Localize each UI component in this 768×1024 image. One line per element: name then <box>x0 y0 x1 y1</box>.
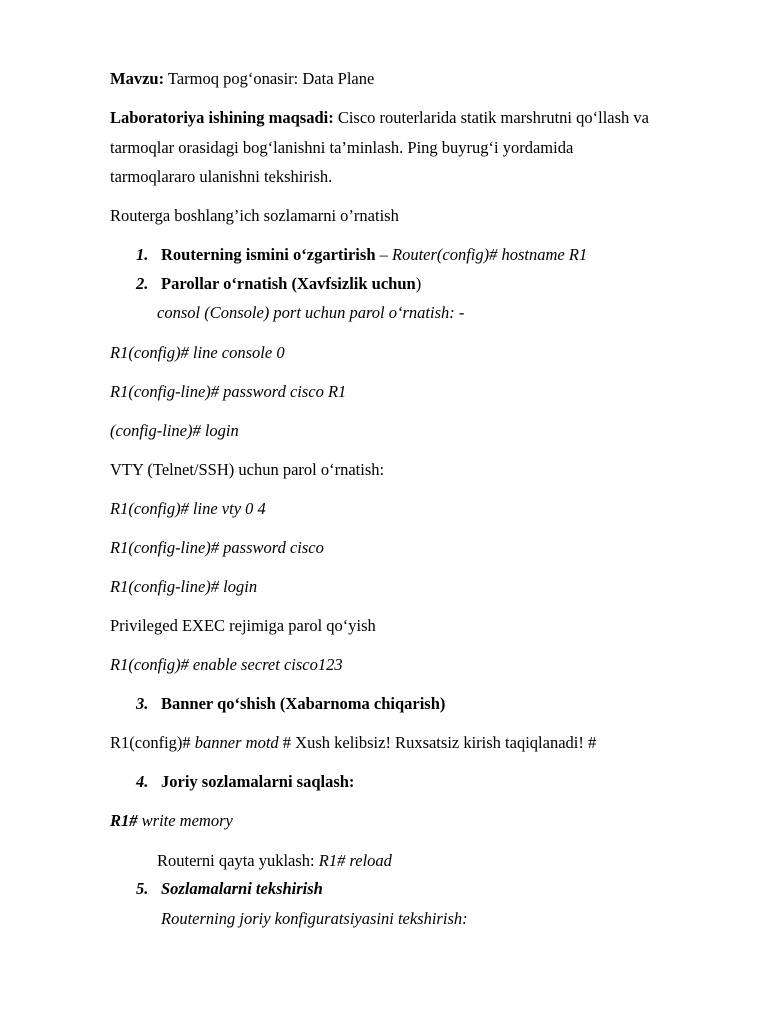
vty-cmd-3 <box>110 577 257 597</box>
step-3-title: Banner qo‘shish (Xabarnoma chiqarish) <box>161 694 446 713</box>
console-cmd-3-text: (config-line)# login <box>110 421 239 440</box>
console-cmd-2 <box>110 382 346 402</box>
step-4-line <box>161 772 354 792</box>
console-cmd-1-text: R1(config)# line console 0 <box>110 343 285 362</box>
reload-command: R1# reload <box>318 851 392 870</box>
goal-label: Laboratoriya ishining maqsadi: <box>110 108 334 127</box>
reload-label: Routerni qayta yuklash: <box>157 851 319 870</box>
step-5-line <box>161 879 323 899</box>
step-2-close: ) <box>415 274 422 293</box>
vty-cmd-3-text: R1(config-line)# login <box>110 577 258 596</box>
step-3-line <box>161 694 445 714</box>
vty-heading: VTY (Telnet/SSH) uchun parol o‘rnatish: <box>110 460 385 479</box>
console-cmd-3 <box>110 421 239 441</box>
topic-line <box>110 69 374 89</box>
vty-cmd-1-text: R1(config)# line vty 0 4 <box>110 499 266 518</box>
step-5-sub <box>161 909 468 929</box>
reload-line <box>157 851 392 871</box>
step-1-line <box>161 245 587 265</box>
banner-line <box>110 733 596 753</box>
vty-cmd-2 <box>110 538 324 558</box>
goal-text-1: Cisco routerlarida statik marshrutni qo‘llash va <box>333 108 649 127</box>
priv-cmd-text: R1(config)# enable secret cisco123 <box>110 655 343 674</box>
save-line <box>110 811 233 831</box>
step-4-title: Joriy sozlamalarni saqlash: <box>161 772 355 791</box>
goal-line-1 <box>110 108 649 128</box>
banner-text: # Xush kelibsiz! Ruxsatsiz kirish taqiqlanadi! # <box>278 733 597 752</box>
banner-command: banner motd <box>190 733 279 752</box>
step-5-sub-text: Routerning joriy konfiguratsiyasini tekshirish: <box>161 909 468 928</box>
save-command: write memory <box>137 811 233 830</box>
step-1-dash: – <box>375 245 392 264</box>
step-4-number: 4. <box>136 772 149 791</box>
save-prompt: R1# <box>110 811 138 830</box>
step-2-sub <box>157 303 464 323</box>
console-cmd-1 <box>110 343 285 363</box>
step-1-command: Router(config)# hostname R1 <box>392 245 588 264</box>
step-5-number: 5. <box>136 879 149 898</box>
step-2-line <box>161 274 421 294</box>
step-2-sub-text: consol (Console) port uchun parol o‘rnatish: - <box>157 303 465 322</box>
console-cmd-2-text: R1(config-line)# password cisco R1 <box>110 382 347 401</box>
banner-prefix: R1(config)# <box>110 733 191 752</box>
goal-line-2: tarmoqlar orasidagi bog‘lanishni ta’minlash. Ping buyrug‘i yordamida <box>110 138 574 157</box>
vty-cmd-2-text: R1(config-line)# password cisco <box>110 538 324 557</box>
step-5-title: Sozlamalarni tekshirish <box>161 879 323 898</box>
goal-line-3: tarmoqlararo ulanishni tekshirish. <box>110 167 333 186</box>
step-2-number: 2. <box>136 274 149 293</box>
step-3-number: 3. <box>136 694 149 713</box>
step-2-title: Parollar o‘rnatish (Xavfsizlik uchun <box>161 274 416 293</box>
topic-label: Mavzu: <box>110 69 165 88</box>
priv-cmd <box>110 655 343 675</box>
step-1-title: Routerning ismini o‘zgartirish <box>161 245 376 264</box>
topic-text: Tarmoq pog‘onasir: Data Plane <box>164 69 375 88</box>
priv-heading: Privileged EXEC rejimiga parol qo‘yish <box>110 616 376 635</box>
step-1-number: 1. <box>136 245 149 264</box>
intro-heading: Routerga boshlang’ich sozlamarni o’rnatish <box>110 206 399 225</box>
vty-cmd-1 <box>110 499 266 519</box>
